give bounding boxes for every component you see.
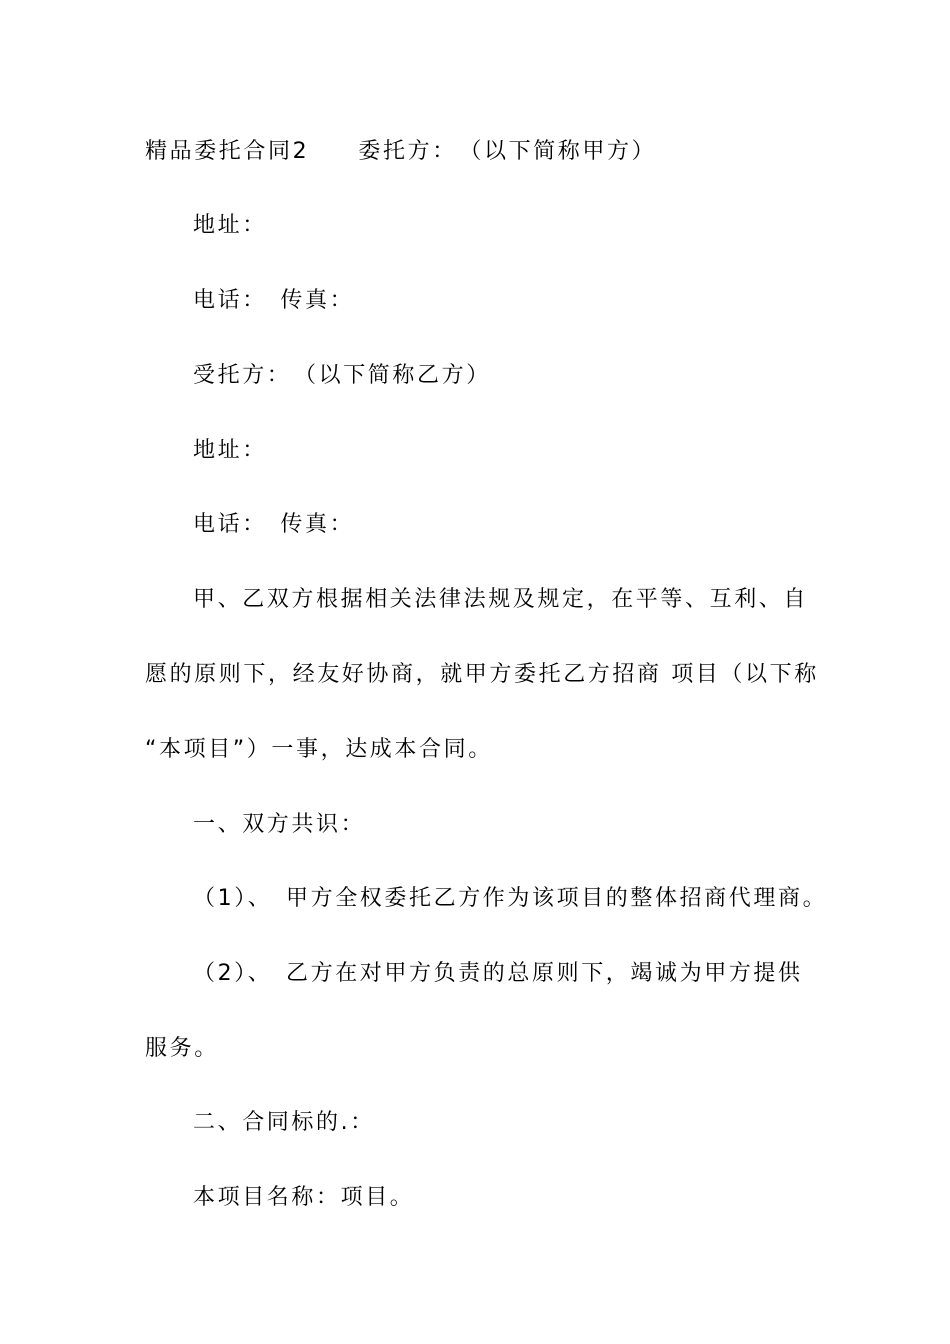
section-1-heading: 一、双方共识： [193,812,366,837]
section-1-item-1: （1）、 甲方全权委托乙方作为该项目的整体招商代理商。 [193,886,828,911]
section-1-item-2-line-2: 服务。 [145,1036,219,1061]
party-b-line: 受托方： （以下简称乙方） [193,363,491,388]
party-a-phone-fax-line: 电话： 传真： [193,288,355,313]
intro-paragraph-line-2: 愿的原则下，经友好协商，就甲方委托乙方招商 项目（以下称 [145,662,819,687]
project-name-line: 本项目名称：项目。 [193,1185,415,1210]
document-heading-line: 精品委托合同2 委托方： （以下简称甲方） [145,139,657,164]
intro-paragraph-line-3: “本项目”）一事，达成本合同。 [145,737,493,762]
party-a-address-line: 地址： [193,213,267,238]
section-2-heading: 二、合同标的.： [193,1110,375,1135]
party-b-phone-fax-line: 电话： 传真： [193,512,355,537]
party-b-address-line: 地址： [193,438,267,463]
section-1-item-2-line-1: （2）、 乙方在对甲方负责的总原则下，竭诚为甲方提供 [193,961,803,986]
intro-paragraph-line-1: 甲、乙双方根据相关法律法规及规定，在平等、互利、自 [193,587,809,612]
